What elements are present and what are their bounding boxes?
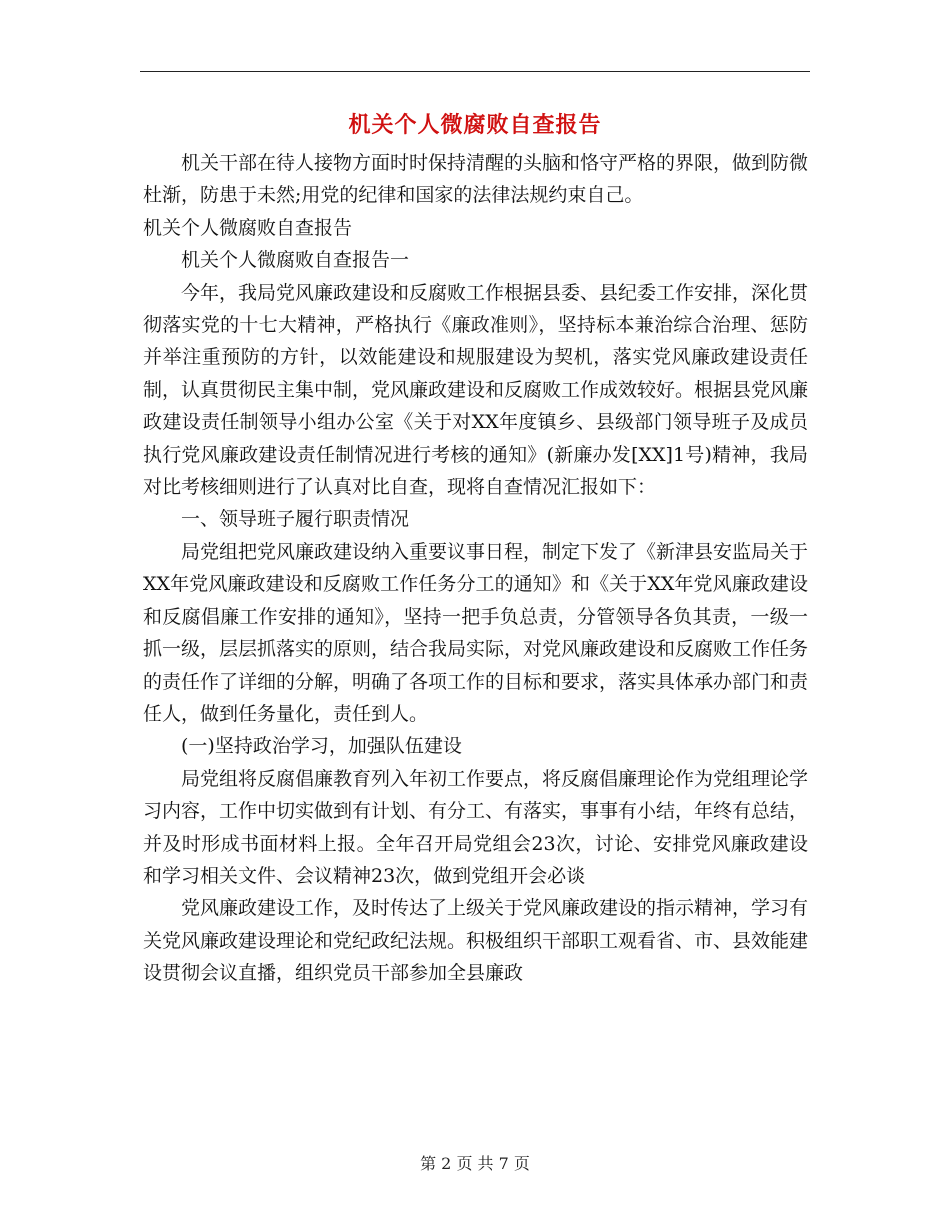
document-body [143,147,808,990]
paragraph-report-heading: 机关个人微腐败自查报告一 [181,249,410,272]
paragraph-overview: 今年，我局党风廉政建设和反腐败工作根据县委、县纪委工作安排，深化贯彻落实党的十七大精神，严格执行《廉政准则》，坚持标本兼治综合治理、惩防并举注重预防的方针，以效能建设和规服建设为契机，落实党风廉政建设责任制，认真贯彻民主集中制，党风廉政建设和反腐败工作成效较好。根据县党风廉政建设责任制领导小组办公室《关于对XX年度镇乡、县级部门领导班子及成员执行党风廉政建设责任制情况进行考核的通知》(新廉办发[XX]1号)精神，我局对比考核细则进行了认真对比自查，现将自查情况汇报如下： [143,281,809,499]
paragraph-leadership: 局党组把党风廉政建设纳入重要议事日程，制定下发了《新津县安监局关于XX年党风廉政建设和反腐败工作任务分工的通知》和《关于XX年党风廉政建设和反腐倡廉工作安排的通知》，坚持一把手负总责，分管领导各负其责，一级一抓一级，层层抓落实的原则，结合我局实际，对党风廉政建设和反腐败工作任务的责任作了详细的分解，明确了各项工作的目标和要求，落实具体承办部门和责任人，做到任务量化，责任到人。 [143,540,809,725]
paragraph-party-work: 党风廉政建设工作，及时传达了上级关于党风廉政建设的指示精神，学习有关党风廉政建设理论和党纪政纪法规。积极组织干部职工观看省、市、县效能建设贯彻会议直播，组织党员干部参加全县廉政 [143,897,809,985]
document-title: 机关个人微腐败自查报告 [348,112,602,138]
paragraph-subtitle: 机关个人微腐败自查报告 [143,216,353,239]
header-rule [140,71,810,72]
subsection-heading-1: (一)坚持政治学习，加强队伍建设 [181,735,462,758]
section-heading-1: 一、领导班子履行职责情况 [181,508,410,531]
page-footer: 第 2 页 共 7 页 [420,1154,530,1173]
paragraph-study: 局党组将反腐倡廉教育列入年初工作要点，将反腐倡廉理论作为党组理论学习内容，工作中切实做到有计划、有分工、有落实，事事有小结，年终有总结，并及时形成书面材料上报。全年召开局党组会23次，讨论、安排党风廉政建设和学习相关文件、会议精神23次，做到党组开会必谈 [143,767,809,887]
paragraph-intro: 机关干部在待人接物方面时时保持清醒的头脑和恪守严格的界限，做到防微杜渐，防患于未然;用党的纪律和国家的法律法规约束自己。 [143,152,809,207]
